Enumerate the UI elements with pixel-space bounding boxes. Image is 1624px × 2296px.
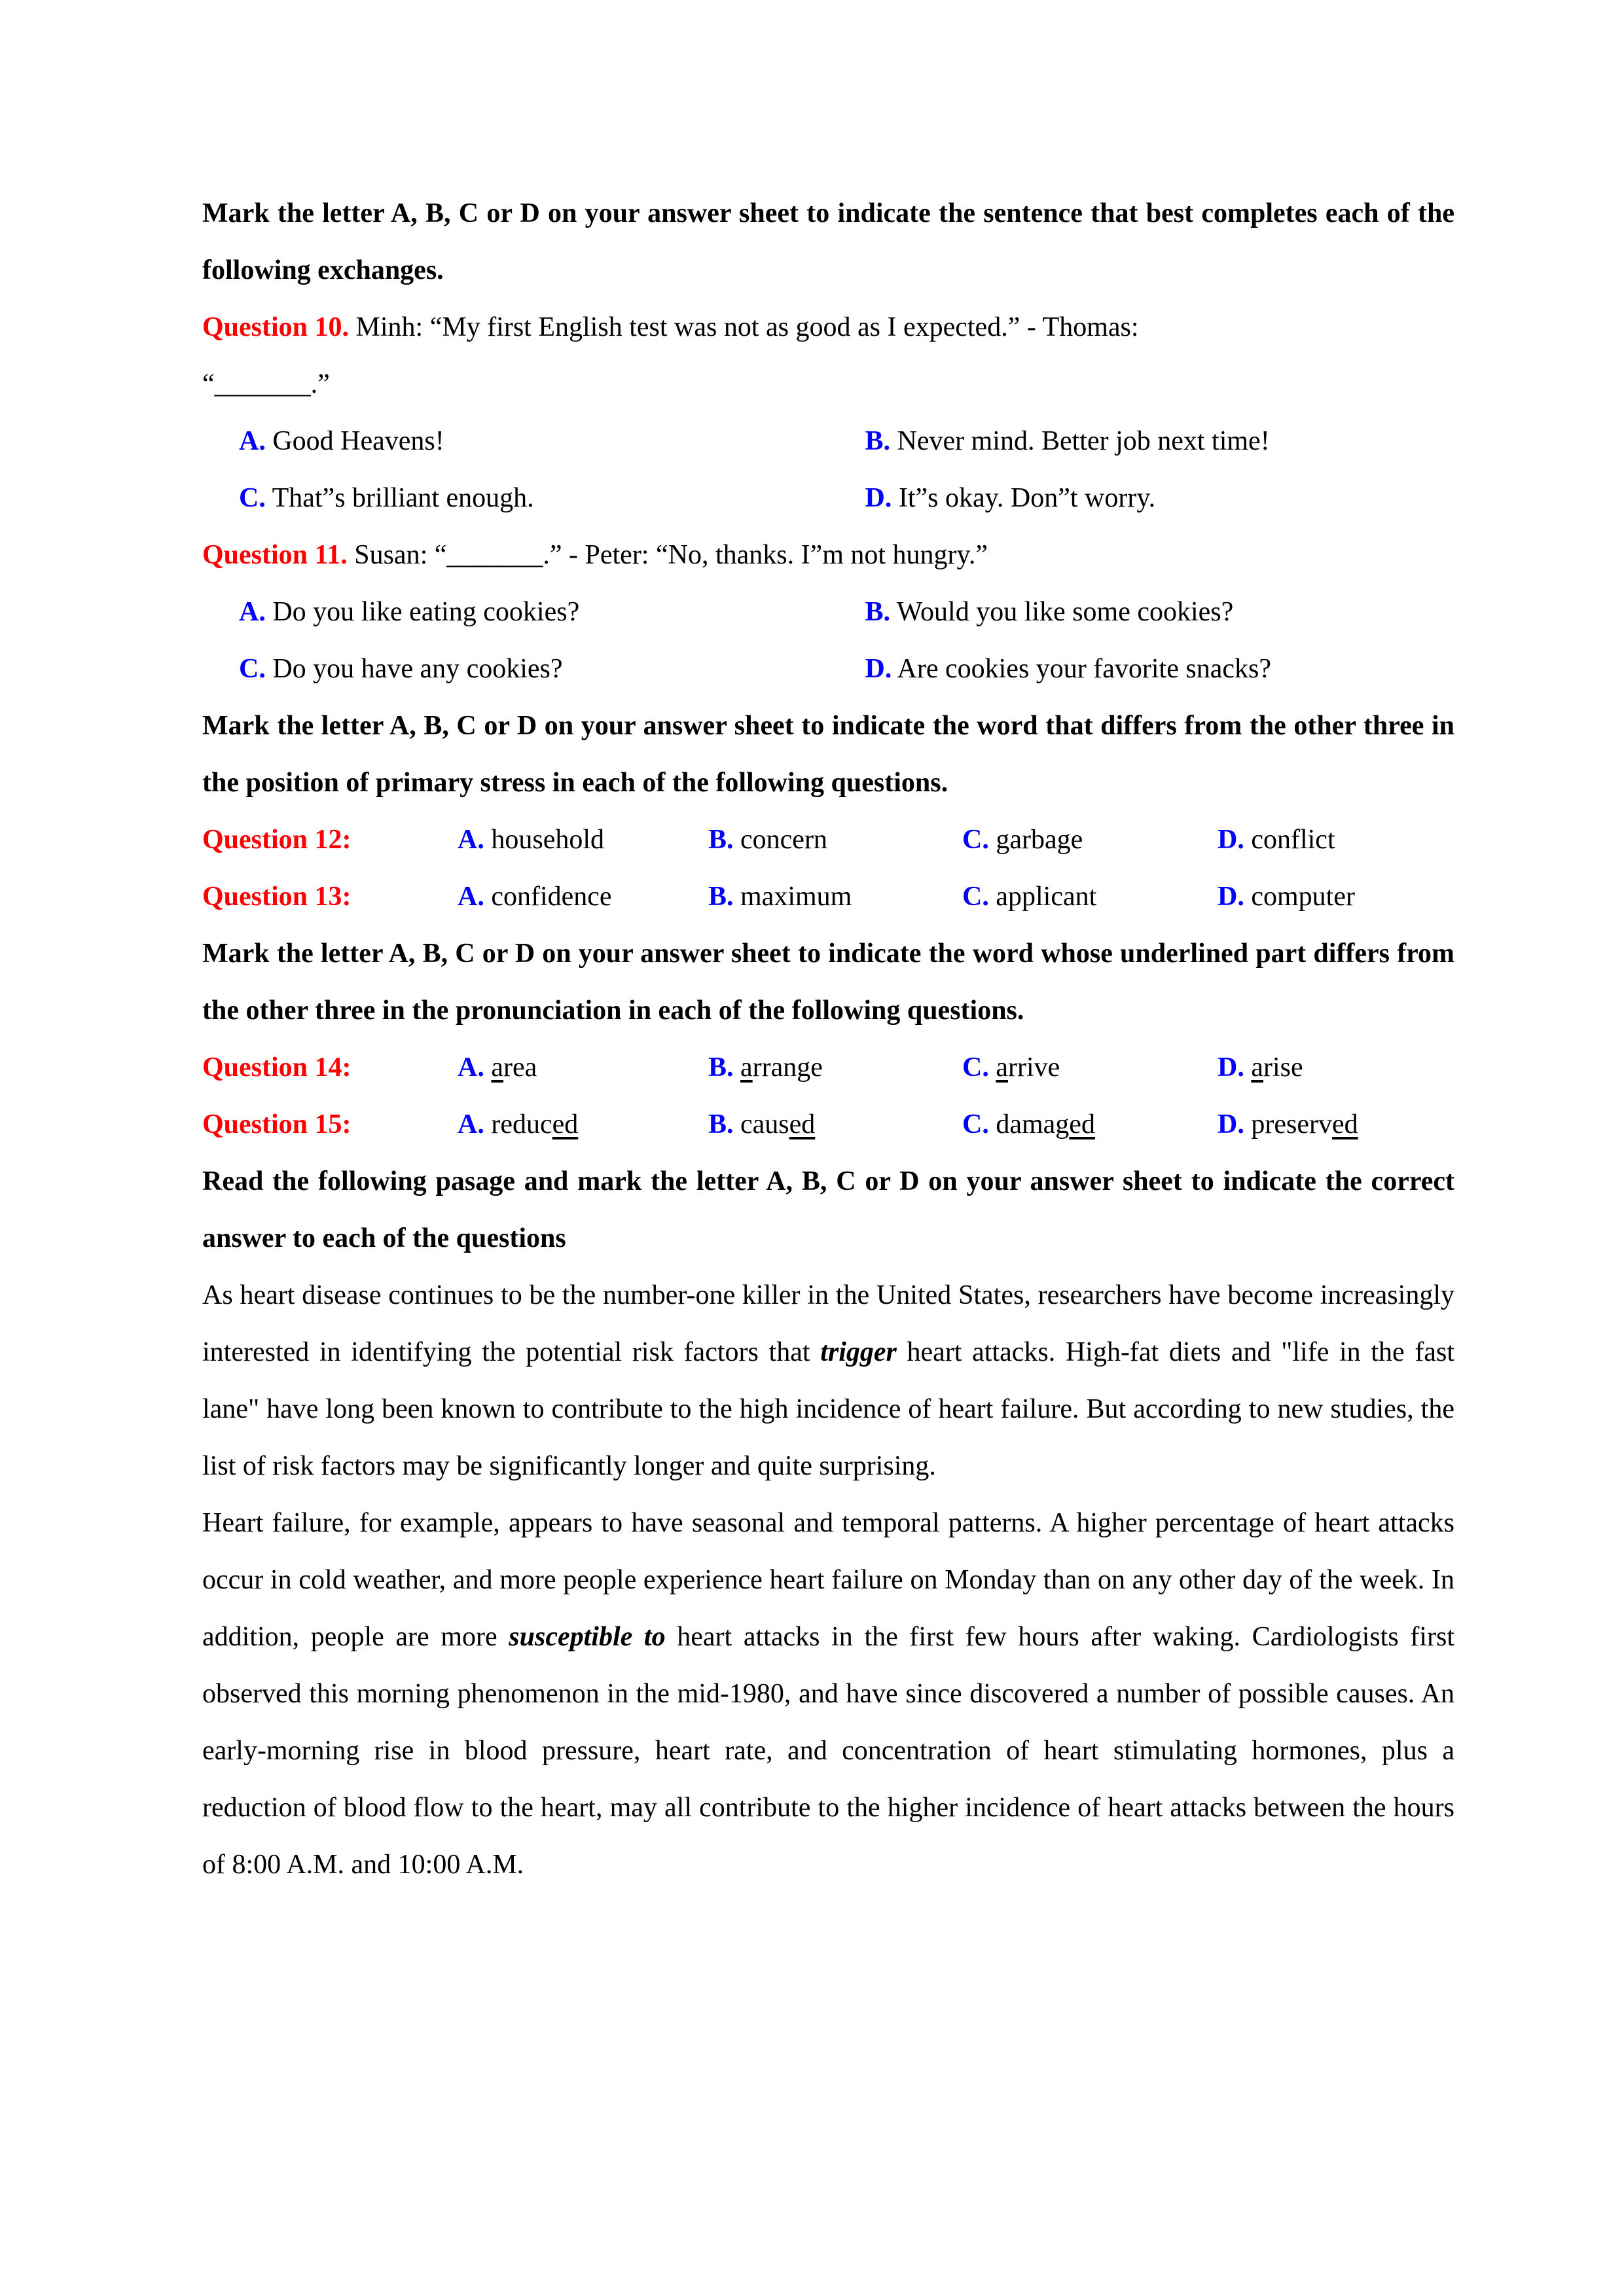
question-10-option-a bbox=[202, 413, 829, 470]
option-text-d: computer bbox=[1251, 882, 1355, 912]
instruction-pronunciation: Mark the letter A, B, C or D on your answer sheet to indicate the word whose underlined part differs from the other three in the pronunciation in each of the following questions. bbox=[202, 939, 1454, 1026]
question-13-option-a bbox=[458, 869, 708, 925]
passage-1-text-after: heart attacks. High-fat diets and "life in the fast lane" have long been known to contribute to the high incidence of heart failure. But according to new studies, the list of risk factors may be significantly longer and quite surprising. bbox=[202, 1337, 1454, 1481]
option-letter-d: D. bbox=[1218, 825, 1244, 855]
question-12-option-d bbox=[1218, 812, 1454, 869]
question-12-option-c bbox=[962, 812, 1218, 869]
word-underlined: a bbox=[491, 1052, 503, 1083]
word-underlined: ed bbox=[1069, 1109, 1095, 1139]
question-15-option-c bbox=[962, 1096, 1218, 1153]
word-post: rise bbox=[1263, 1052, 1303, 1083]
question-10-option-d bbox=[829, 470, 1455, 527]
question-10-label: Question 10. bbox=[202, 312, 350, 342]
option-letter-c: C. bbox=[962, 825, 989, 855]
option-text-a: Do you like eating cookies? bbox=[272, 597, 580, 627]
question-11-option-d bbox=[829, 641, 1455, 698]
instruction-exchanges: Mark the letter A, B, C or D on your answer sheet to indicate the sentence that best completes each of the following exchanges. bbox=[202, 198, 1454, 285]
question-10 bbox=[202, 299, 1454, 413]
question-12-option-b bbox=[708, 812, 962, 869]
option-text-a: Good Heavens! bbox=[272, 426, 444, 456]
question-11 bbox=[202, 527, 1454, 584]
option-word-c bbox=[996, 1052, 1060, 1083]
option-text-b: Never mind. Better job next time! bbox=[897, 426, 1270, 456]
passage-2-emphasis: susceptible to bbox=[509, 1622, 666, 1652]
option-letter-a: A. bbox=[239, 426, 266, 456]
option-text-d: It”s okay. Don”t worry. bbox=[898, 483, 1156, 513]
question-11-label: Question 11. bbox=[202, 540, 348, 570]
word-pre: reduc bbox=[491, 1109, 552, 1139]
question-11-option-c bbox=[202, 641, 829, 698]
option-letter-d: D. bbox=[1218, 882, 1244, 912]
question-13-option-c bbox=[962, 869, 1218, 925]
question-14 bbox=[202, 1039, 1454, 1096]
option-text-c: Do you have any cookies? bbox=[272, 654, 563, 684]
option-letter-d: D. bbox=[865, 483, 892, 513]
option-text-c: applicant bbox=[996, 882, 1097, 912]
passage-paragraph-1 bbox=[202, 1267, 1454, 1495]
question-11-option-b bbox=[829, 584, 1455, 641]
question-11-options bbox=[202, 584, 1454, 698]
question-10-blank: “_______.” bbox=[202, 369, 330, 399]
question-14-option-d bbox=[1218, 1039, 1454, 1096]
word-pre: preserv bbox=[1251, 1109, 1332, 1139]
question-13 bbox=[202, 869, 1454, 925]
option-word-a bbox=[491, 1109, 578, 1139]
option-letter-c: C. bbox=[239, 654, 266, 684]
word-underlined: ed bbox=[789, 1109, 816, 1139]
option-word-c bbox=[996, 1109, 1095, 1139]
instruction-reading: Read the following pasage and mark the letter A, B, C or D on your answer sheet to indicate the correct answer to each of the questions bbox=[202, 1166, 1454, 1253]
passage-2-text-before: Heart failure, for example, appears to have seasonal and temporal patterns. A higher percentage of heart attacks occur in cold weather, and more people experience heart failure on Monday than on any other day of the week. In addition, people are more bbox=[202, 1508, 1454, 1652]
option-word-b bbox=[740, 1052, 823, 1083]
option-letter-d: D. bbox=[1218, 1052, 1244, 1083]
option-text-a: confidence bbox=[491, 882, 612, 912]
question-10-option-c bbox=[202, 470, 829, 527]
question-15-label: Question 15: bbox=[202, 1109, 352, 1139]
passage-1-emphasis: trigger bbox=[820, 1337, 897, 1367]
instruction-stress: Mark the letter A, B, C or D on your answer sheet to indicate the word that differs from the other three in the position of primary stress in each of the following questions. bbox=[202, 711, 1454, 798]
question-12-label: Question 12: bbox=[202, 825, 352, 855]
question-10-option-b bbox=[829, 413, 1455, 470]
option-letter-a: A. bbox=[458, 1109, 484, 1139]
option-word-b bbox=[740, 1109, 815, 1139]
question-13-option-b bbox=[708, 869, 962, 925]
question-14-option-b bbox=[708, 1039, 962, 1096]
option-text-d: Are cookies your favorite snacks? bbox=[897, 654, 1271, 684]
word-pre: damag bbox=[996, 1109, 1070, 1139]
option-word-d bbox=[1251, 1109, 1358, 1139]
option-text-b: concern bbox=[740, 825, 827, 855]
question-15-option-a bbox=[458, 1096, 708, 1153]
passage-paragraph-2 bbox=[202, 1495, 1454, 1893]
option-letter-d: D. bbox=[865, 654, 892, 684]
document-page bbox=[202, 185, 1454, 1893]
question-14-option-c bbox=[962, 1039, 1218, 1096]
option-letter-a: A. bbox=[239, 597, 266, 627]
question-11-option-a bbox=[202, 584, 829, 641]
option-text-a: household bbox=[491, 825, 604, 855]
option-letter-c: C. bbox=[962, 882, 989, 912]
word-underlined: ed bbox=[1331, 1109, 1358, 1139]
option-letter-c: C. bbox=[962, 1109, 989, 1139]
question-12-option-a bbox=[458, 812, 708, 869]
option-letter-b: B. bbox=[708, 1109, 734, 1139]
word-post: rrive bbox=[1008, 1052, 1060, 1083]
option-letter-b: B. bbox=[708, 825, 734, 855]
option-letter-a: A. bbox=[458, 825, 484, 855]
question-15-option-d bbox=[1218, 1096, 1454, 1153]
option-letter-d: D. bbox=[1218, 1109, 1244, 1139]
word-underlined: a bbox=[996, 1052, 1008, 1083]
passage-2-text-after: heart attacks in the first few hours after waking. Cardiologists first observed this morning phenomenon in the mid-1980, and have since discovered a number of possible causes. An early-morning rise in blood pressure, heart rate, and concentration of heart stimulating hormones, plus a reduction of blood flow to the heart, may all contribute to the higher incidence of heart attacks between the hours of 8:00 A.M. and 10:00 A.M. bbox=[202, 1622, 1455, 1880]
option-letter-a: A. bbox=[458, 1052, 484, 1083]
option-text-c: garbage bbox=[996, 825, 1083, 855]
option-text-d: conflict bbox=[1251, 825, 1335, 855]
word-post: rea bbox=[503, 1052, 537, 1083]
option-word-a bbox=[491, 1052, 537, 1083]
word-underlined: a bbox=[1251, 1052, 1263, 1083]
option-letter-b: B. bbox=[708, 1052, 734, 1083]
option-text-b: Would you like some cookies? bbox=[896, 597, 1234, 627]
option-letter-b: B. bbox=[865, 597, 891, 627]
question-12 bbox=[202, 812, 1454, 869]
option-letter-b: B. bbox=[708, 882, 734, 912]
option-letter-b: B. bbox=[865, 426, 891, 456]
option-letter-a: A. bbox=[458, 882, 484, 912]
option-letter-c: C. bbox=[239, 483, 266, 513]
option-text-b: maximum bbox=[740, 882, 852, 912]
option-word-d bbox=[1251, 1052, 1303, 1083]
question-10-stem: Minh: “My first English test was not as good as I expected.” - Thomas: bbox=[355, 312, 1139, 342]
option-text-c: That”s brilliant enough. bbox=[272, 483, 534, 513]
option-letter-c: C. bbox=[962, 1052, 989, 1083]
question-13-option-d bbox=[1218, 869, 1454, 925]
passage-1-text-before: As heart disease continues to be the number-one killer in the United States, researchers have become increasingly interested in identifying the potential risk factors that bbox=[202, 1280, 1454, 1367]
question-11-stem: Susan: “_______.” - Peter: “No, thanks. I”m not hungry.” bbox=[354, 540, 988, 570]
question-14-label: Question 14: bbox=[202, 1052, 352, 1083]
word-post: rrange bbox=[752, 1052, 823, 1083]
question-13-label: Question 13: bbox=[202, 882, 352, 912]
question-15-option-b bbox=[708, 1096, 962, 1153]
question-15 bbox=[202, 1096, 1454, 1153]
question-10-options bbox=[202, 413, 1454, 527]
word-underlined: a bbox=[740, 1052, 753, 1083]
question-14-option-a bbox=[458, 1039, 708, 1096]
word-underlined: ed bbox=[552, 1109, 579, 1139]
word-pre: caus bbox=[740, 1109, 789, 1139]
